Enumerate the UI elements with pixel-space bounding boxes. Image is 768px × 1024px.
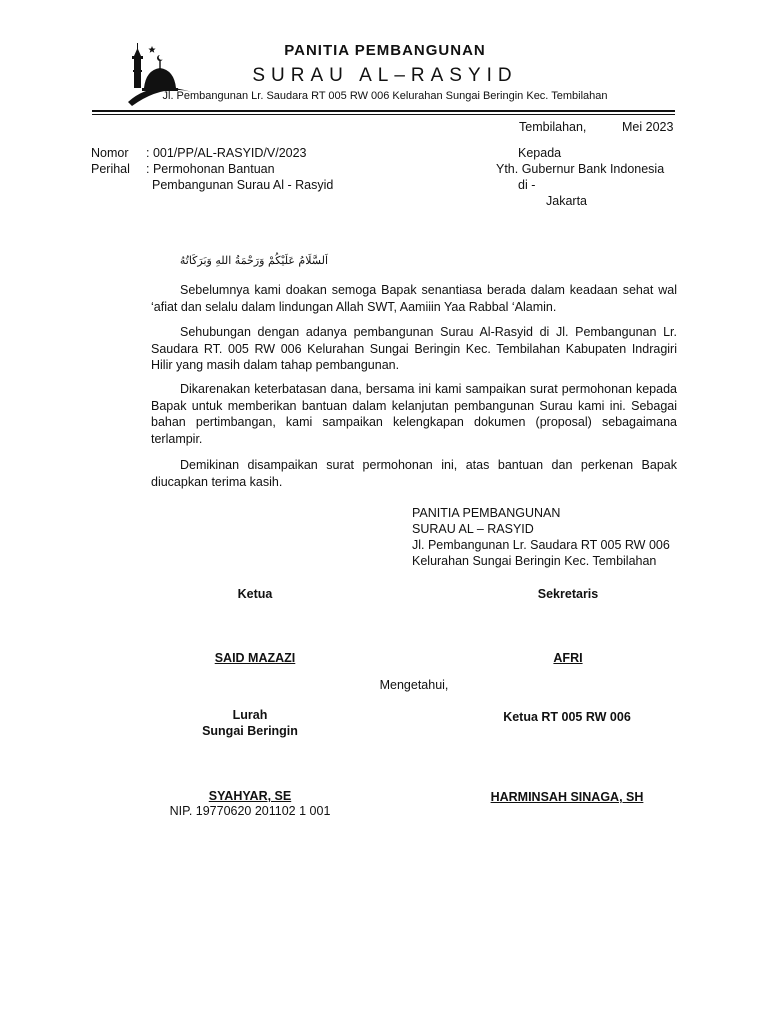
perihal-value-2: Pembangunan Surau Al - Rasyid <box>152 178 334 192</box>
letterhead-address: Jl. Pembangunan Lr. Saudara RT 005 RW 006 Kelurahan Sungai Beringin Kec. Tembilahan <box>162 90 608 102</box>
sekretaris-title: Sekretaris <box>537 587 599 601</box>
date-place: Tembilahan, <box>519 120 587 134</box>
sekretaris-name: AFRI <box>553 651 583 665</box>
date-month-year: Mei 2023 <box>622 120 674 134</box>
sender-line2: SURAU AL – RASYID <box>412 522 534 536</box>
letterhead-rule-thin <box>92 114 675 115</box>
letterhead-name: SURAU AL–RASYID <box>252 65 518 86</box>
sender-line1: PANITIA PEMBANGUNAN <box>412 506 561 520</box>
body-p1-text: Sebelumnya kami doakan semoga Bapak senantiasa berada dalam keadaan sehat wal ‘afiat dan selalu dalam lindungan Allah SWT, Aamiiin Yaa Rabbal ‘Alamin. <box>151 283 677 314</box>
recipient-kepada: Kepada <box>518 146 562 160</box>
nomor-value: : 001/PP/AL-RASYID/V/2023 <box>146 146 307 160</box>
body-paragraph-3 <box>151 381 677 447</box>
body-paragraph-1 <box>151 282 677 315</box>
lurah-title-2: Sungai Beringin <box>202 724 298 738</box>
lurah-name: SYAHYAR, SE <box>208 789 292 803</box>
ketua-title: Ketua <box>237 587 273 601</box>
ketua-name: SAID MAZAZI <box>214 651 296 665</box>
sender-line3: Jl. Pembangunan Lr. Saudara RT 005 RW 006 <box>412 538 670 552</box>
letterhead-rule-thick <box>92 110 675 112</box>
sender-line4: Kelurahan Sungai Beringin Kec. Tembilahan <box>412 554 657 568</box>
recipient-city: Jakarta <box>546 194 587 208</box>
body-paragraph-4 <box>151 457 677 490</box>
mengetahui-label: Mengetahui, <box>379 678 449 692</box>
recipient-line1: Yth. Gubernur Bank Indonesia <box>496 162 665 176</box>
body-paragraph-2 <box>151 324 677 374</box>
rt-title: Ketua RT 005 RW 006 <box>503 710 631 724</box>
recipient-di: di - <box>518 178 536 192</box>
letterhead-title: PANITIA PEMBANGUNAN <box>284 42 486 59</box>
nomor-label: Nomor <box>91 146 129 160</box>
body-p4-text: Demikinan disampaikan surat permohonan ini, atas bantuan dan perkenan Bapak diucapkan terima kasih. <box>151 458 677 489</box>
greeting-arabic: اَلسَّلَامُ عَلَيْكُمْ وَرَحْمَةُ اللهِ وَبَرَكَاتُهُ <box>179 254 328 267</box>
lurah-title-1: Lurah <box>232 708 268 722</box>
perihal-label: Perihal <box>91 162 130 176</box>
lurah-nip: NIP. 19770620 201102 1 001 <box>169 804 331 818</box>
body-p2-text: Sehubungan dengan adanya pembangunan Surau Al-Rasyid di Jl. Pembangunan Lr. Saudara RT. 005 RW 006 Kelurahan Sungai Beringin Kec. Tembilahan Kabupaten Indragiri Hilir yang masih dalam tahap pembangunan. <box>151 325 677 372</box>
rt-name: HARMINSAH SINAGA, SH <box>490 790 644 804</box>
perihal-value-1: : Permohonan Bantuan <box>146 162 275 176</box>
body-p3-text: Dikarenakan keterbatasan dana, bersama ini kami sampaikan surat permohonan kepada Bapak untuk memberikan bantuan dalam kelanjutan pembangunan Surau kami ini. Sebagai bahan pertimbangan, kami sampaikan kelengkapan dokumen (proposal) sebagaimana terlampir. <box>151 382 677 446</box>
